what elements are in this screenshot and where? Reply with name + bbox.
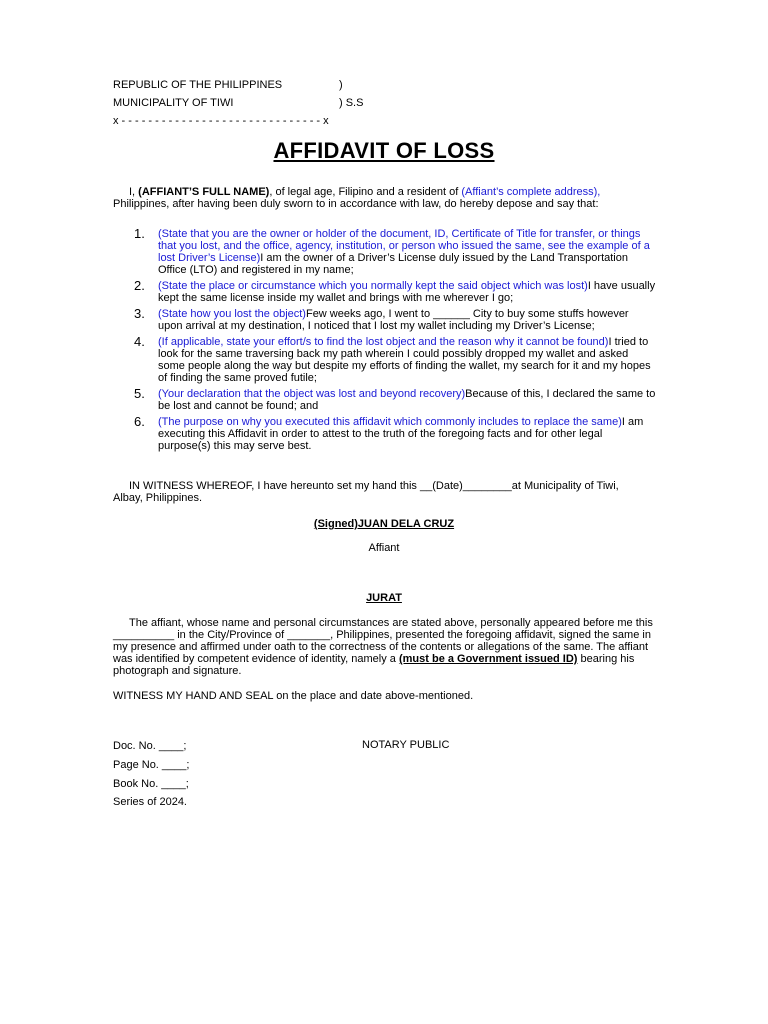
list-item [130, 416, 656, 452]
item-text: Because of this, I declared the same to be lost and cannot be found; and [158, 388, 656, 412]
item-text: I have usually kept the same license inside my wallet and brings with me wherever I go; [158, 280, 656, 304]
book-number: Book No. ____; [113, 778, 189, 790]
notary-public-label: NOTARY PUBLIC [362, 739, 450, 751]
item-instruction: (State how you lost the object) [158, 308, 306, 320]
affiant-name-placeholder: (AFFIANT’S FULL NAME) [138, 186, 270, 198]
intro-text-1: I, [129, 186, 139, 198]
intro-paragraph [113, 186, 653, 210]
item-instruction: (State the place or circumstance which you normally kept the said object which was lost) [158, 280, 588, 292]
list-item [130, 308, 656, 332]
series-year: Series of 2024. [113, 796, 187, 808]
jurat-text-2: bearing his photograph and signature. [113, 653, 635, 677]
doc-number: Doc. No. ____; [113, 740, 187, 752]
affiant-label: Affiant [368, 542, 400, 554]
item-instruction: (Your declaration that the object was lost and beyond recovery) [158, 388, 466, 400]
page-number: Page No. ____; [113, 759, 190, 771]
item-number: 4. [134, 334, 145, 349]
witness-paragraph: IN WITNESS WHEREOF, I have hereunto set my hand this __(Date)________at Municipality of Tiwi, Albay, Philippines. [113, 480, 619, 504]
item-number: 5. [134, 386, 145, 401]
list-item [130, 228, 656, 276]
item-number: 1. [134, 226, 145, 241]
item-text: I tried to look for the same traversing back my path wherein I could possibly dropped my wallet and asked some people along the way but despite my efforts of finding the wallet, my search for it and my hopes of finding the same proved futile; [158, 336, 651, 384]
document-title: AFFIDAVIT OF LOSS [273, 138, 495, 163]
jurat-title: JURAT [366, 592, 402, 604]
list-item [130, 388, 656, 412]
item-instruction: (The purpose on why you executed this affidavit which commonly includes to replace the same) [158, 416, 622, 428]
affiant-address-placeholder: (Affiant’s complete address), [461, 186, 601, 198]
item-text: Few weeks ago, I went to ______ City to buy some stuffs however upon arrival at my destination, I noticed that I lost my wallet including my Driver’s License; [158, 308, 629, 332]
item-instruction: (State that you are the owner or holder of the document, ID, Certificate of Title for transfer, or things that you lost, and the office, agency, institution, or person who issued the same, see the example of a lost Driver’s License) [158, 228, 650, 264]
affiant-signature: (Signed)JUAN DELA CRUZ [313, 518, 455, 530]
item-number: 6. [134, 414, 145, 429]
header-municipality-row [113, 96, 233, 110]
jurat-paragraph [113, 617, 653, 677]
header-municipality: MUNICIPALITY OF TIWI [113, 97, 234, 109]
seal-paragraph: WITNESS MY HAND AND SEAL on the place and date above-mentioned. [113, 690, 474, 702]
header-republic: REPUBLIC OF THE PHILIPPINES [113, 79, 283, 91]
header-separator: x - - - - - - - - - - - - - - - - - - - - - - - - - - - - - - x [113, 115, 329, 127]
item-number: 3. [134, 306, 145, 321]
item-text: I am executing this Affidavit in order to attest to the truth of the foregoing facts and for other legal purpose(s) this may serve best. [158, 416, 644, 452]
header-republic-row [113, 78, 282, 92]
item-text: I am the owner of a Driver’s License duly issued by the Land Transportation Office (LTO) and registered in my name; [158, 252, 628, 276]
statement-list [130, 228, 656, 456]
header-ss: ) S.S [339, 97, 364, 109]
intro-text-2: , of legal age, Filipino and a resident of [269, 186, 462, 198]
header-republic-bracket: ) [339, 79, 343, 91]
list-item [130, 280, 656, 304]
list-item [130, 336, 656, 384]
item-instruction: (If applicable, state your effort/s to find the lost object and the reason why it cannot be found) [158, 336, 609, 348]
government-id-placeholder: (must be a Government issued ID) [398, 653, 578, 665]
jurat-text-1: The affiant, whose name and personal circumstances are stated above, personally appeared before me this __________ in the City/Province of _______, Philippines, presented the foregoing affidavit, signed the same in my presence and affirmed under oath to the correctness of the contents or allegations of the same. The affiant was identified by competent evidence of identity, namely a [113, 617, 653, 665]
intro-text-3: Philippines, after having been duly sworn to in accordance with law, do hereby depose and say that: [113, 198, 599, 210]
item-number: 2. [134, 278, 145, 293]
